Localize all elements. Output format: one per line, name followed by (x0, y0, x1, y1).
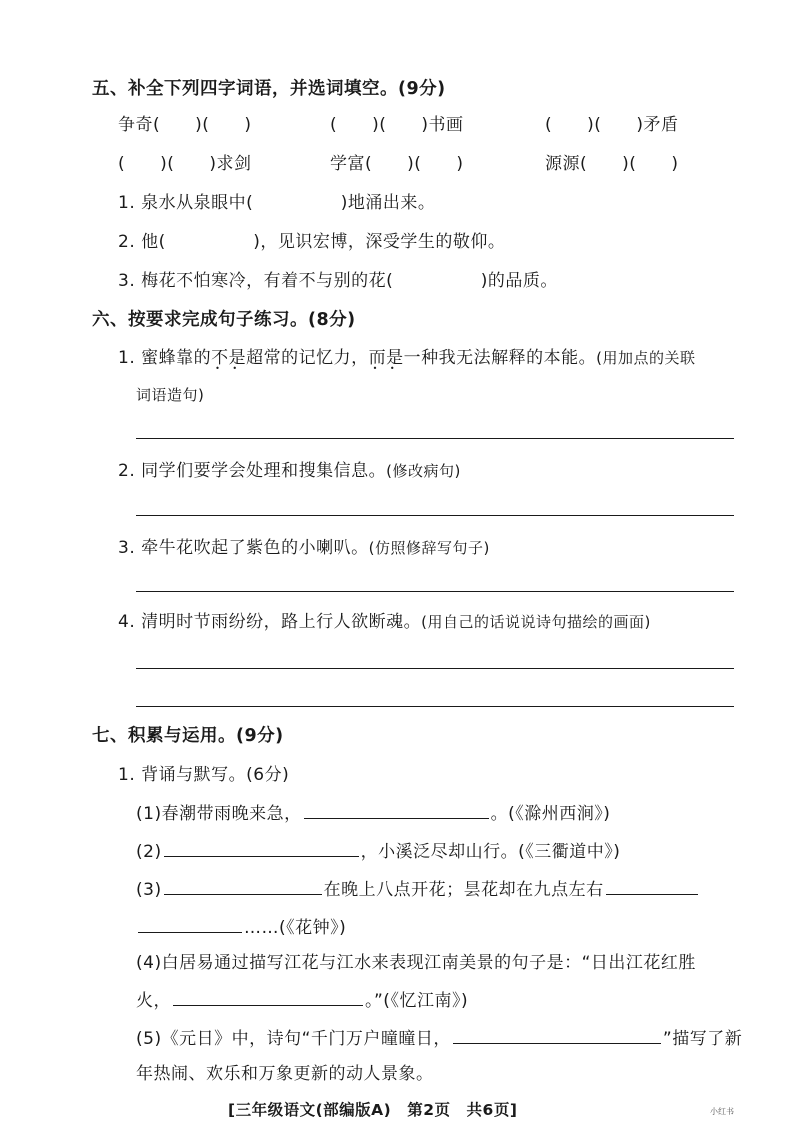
answer-line[interactable] (136, 591, 734, 592)
q4-instruction: (用自己的话说说诗句描绘的画面) (421, 613, 651, 631)
poem-3-source: ……(《花钟》) (244, 918, 347, 938)
poem-item-4-cont (136, 987, 468, 1013)
q2-instruction: (修改病句) (386, 462, 461, 480)
q3-text: 3. 牵牛花吹起了紫色的小喇叭。 (118, 538, 369, 558)
poem-1-text: (1)春潮带雨晚来急， (136, 804, 302, 824)
poem-4-source: 。”(《忆江南》) (365, 991, 469, 1011)
q1-dotted-word-1: 不是 • • (211, 345, 246, 371)
q1-text-c: 一种我无法解释的本能。 (403, 348, 597, 368)
fill-blank[interactable] (138, 914, 242, 933)
section-5-title: 五、补全下列四字词语，并选词填空。(9分) (92, 79, 446, 99)
poem-2-text: ，小溪泛尽却山行。(《三衢道中》) (360, 842, 621, 862)
answer-line[interactable] (136, 668, 734, 669)
fill-blank[interactable] (304, 800, 489, 819)
poem-item-1 (136, 800, 610, 826)
poem-item-3-cont (136, 914, 346, 940)
idiom-5: 学富( )( ) (330, 154, 464, 174)
poem-4-text: 火， (136, 991, 171, 1011)
poem-item-3 (136, 876, 700, 902)
page-footer: [三年级语文(部编版A) 第2页 共6页] (228, 1101, 518, 1119)
corner-watermark: 小红书 (710, 1107, 734, 1116)
fill-question-2: 2. 他( )，见识宏博，深受学生的敬仰。 (118, 232, 506, 252)
poem-1-source: 。(《滁州西涧》) (490, 804, 611, 824)
idiom-6: 源源( )( ) (545, 154, 679, 174)
q1-instruction-cont: 词语造句) (136, 386, 205, 404)
subsection-1-title: 1. 背诵与默写。(6分) (118, 765, 290, 785)
poem-item-5-cont: 年热闹、欢乐和万象更新的动人景象。 (136, 1064, 434, 1084)
poem-item-2 (136, 838, 620, 864)
poem-item-5 (136, 1025, 742, 1051)
fill-blank[interactable] (164, 838, 359, 857)
sentence-question-4 (118, 609, 651, 635)
answer-line[interactable] (136, 706, 734, 707)
q1-text-a: 1. 蜜蜂靠的 (118, 348, 212, 368)
poem-2-number: (2) (136, 842, 162, 862)
sentence-question-2 (118, 458, 461, 484)
q1-dotted-word-2: 而是 • • (369, 345, 404, 371)
idiom-2: ( )( )书画 (330, 115, 464, 135)
fill-question-3: 3. 梅花不怕寒冷，有着不与别的花( )的品质。 (118, 271, 558, 291)
fill-blank[interactable] (164, 876, 322, 895)
q1-text-b: 超常的记忆力， (246, 348, 369, 368)
sentence-question-1 (118, 345, 695, 371)
q3-instruction: (仿照修辞写句子) (368, 539, 490, 557)
answer-line[interactable] (136, 515, 734, 516)
poem-5-text-end: ”描写了新 (662, 1029, 743, 1049)
poem-3-number: (3) (136, 880, 162, 900)
fill-blank[interactable] (173, 987, 363, 1006)
idiom-3: ( )( )矛盾 (545, 115, 679, 135)
poem-3-text: 在晚上八点开花；昙花却在九点左右 (323, 880, 604, 900)
idiom-4: ( )( )求剑 (118, 154, 252, 174)
section-6-title: 六、按要求完成句子练习。(8分) (92, 310, 356, 330)
fill-blank[interactable] (606, 876, 698, 895)
q2-text: 2. 同学们要学会处理和搜集信息。 (118, 461, 387, 481)
poem-item-4: (4)白居易通过描写江花与江水来表现江南美景的句子是：“日出江花红胜 (136, 953, 696, 973)
fill-question-1: 1. 泉水从泉眼中( )地涌出来。 (118, 193, 436, 213)
idiom-1: 争奇( )( ) (118, 115, 252, 135)
sentence-question-3 (118, 535, 490, 561)
q1-instruction: (用加点的关联 (596, 349, 696, 367)
fill-blank[interactable] (453, 1025, 661, 1044)
poem-5-text: (5)《元日》中，诗句“千门万户曈曈日， (136, 1029, 451, 1049)
section-7-title: 七、积累与运用。(9分) (92, 726, 284, 746)
q4-text: 4. 清明时节雨纷纷，路上行人欲断魂。 (118, 612, 422, 632)
answer-line[interactable] (136, 438, 734, 439)
